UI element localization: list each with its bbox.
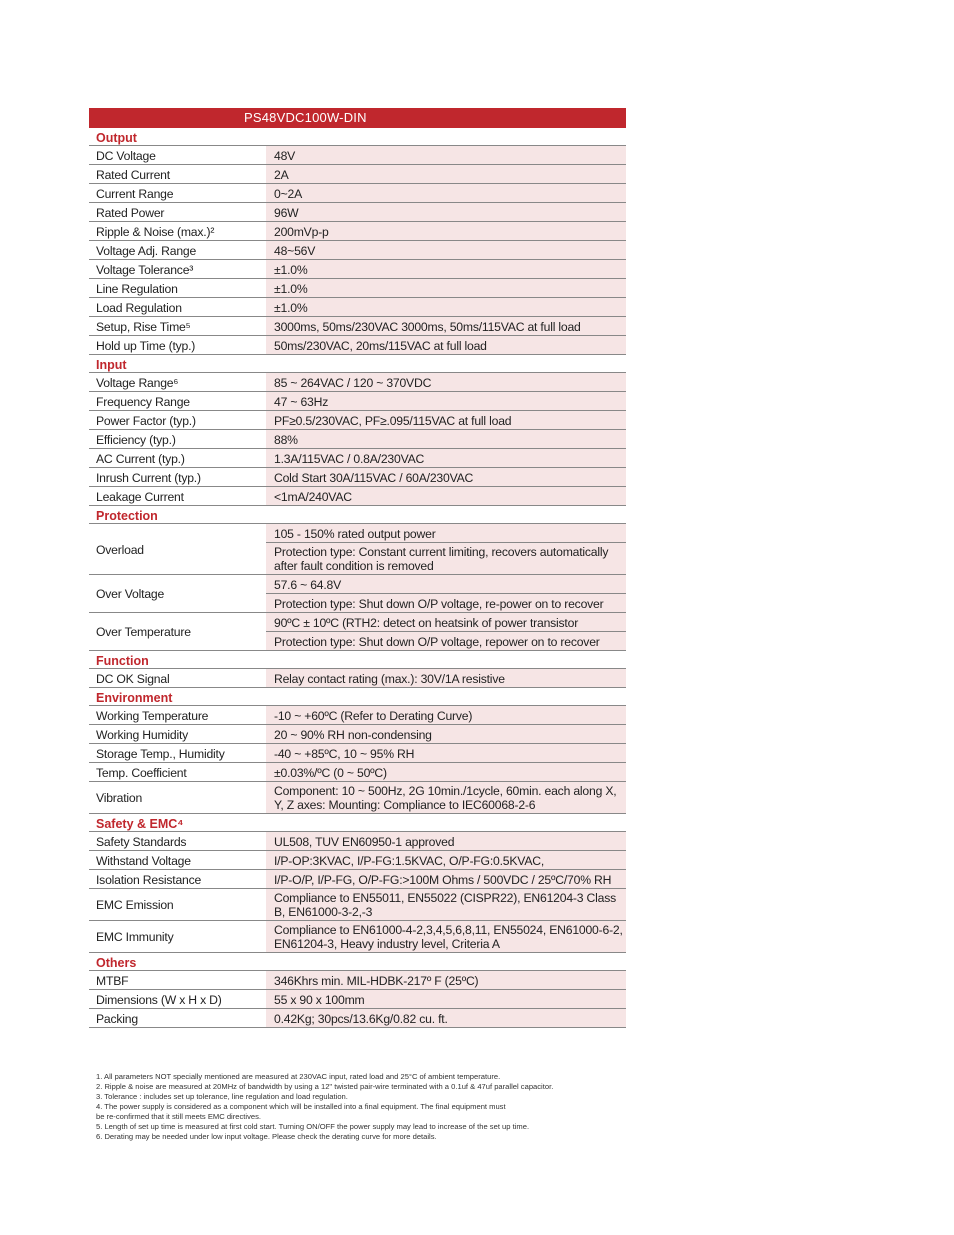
spec-label: Safety Standards xyxy=(89,832,266,851)
spec-row xyxy=(89,449,626,468)
spec-value: 346Khrs min. MIL-HDBK-217º F (25ºC) xyxy=(266,971,626,990)
spec-value: 3000ms, 50ms/230VAC 3000ms, 50ms/115VAC at full load xyxy=(266,317,626,336)
spec-value: 90ºC ± 10ºC (RTH2: detect on heatsink of power transistor xyxy=(266,613,626,632)
spec-value: 57.6 ~ 64.8V xyxy=(266,575,626,594)
spec-value: Protection type: Shut down O/P voltage, repower on to recover xyxy=(266,632,626,651)
spec-label: Setup, Rise Time⁵ xyxy=(89,317,266,336)
spec-value: Cold Start 30A/115VAC / 60A/230VAC xyxy=(266,468,626,487)
spec-row xyxy=(89,487,626,506)
spec-value: I/P-O/P, I/P-FG, O/P-FG:>100M Ohms / 500VDC / 25ºC/70% RH xyxy=(266,870,626,889)
spec-label: Current Range xyxy=(89,184,266,203)
spec-row xyxy=(89,613,626,632)
product-title: PS48VDC100W-DIN xyxy=(89,108,626,128)
spec-label: Load Regulation xyxy=(89,298,266,317)
spec-row xyxy=(89,392,626,411)
spec-table xyxy=(89,373,626,506)
spec-label: Power Factor (typ.) xyxy=(89,411,266,430)
spec-sheet xyxy=(89,108,626,1028)
spec-row xyxy=(89,921,626,953)
spec-row xyxy=(89,373,626,392)
spec-table xyxy=(89,669,626,688)
spec-row xyxy=(89,279,626,298)
spec-row xyxy=(89,222,626,241)
spec-value: 105 - 150% rated output power xyxy=(266,524,626,543)
spec-value: 0.42Kg; 30pcs/13.6Kg/0.82 cu. ft. xyxy=(266,1009,626,1028)
spec-value: 20 ~ 90% RH non-condensing xyxy=(266,725,626,744)
spec-row xyxy=(89,430,626,449)
spec-value: -10 ~ +60ºC (Refer to Derating Curve) xyxy=(266,706,626,725)
spec-value: 0~2A xyxy=(266,184,626,203)
section-heading: Others xyxy=(89,953,626,971)
spec-label: Voltage Tolerance³ xyxy=(89,260,266,279)
spec-value: Relay contact rating (max.): 30V/1A resistive xyxy=(266,669,626,688)
spec-row xyxy=(89,669,626,688)
spec-row xyxy=(89,725,626,744)
section-heading: Input xyxy=(89,355,626,373)
spec-label: Working Temperature xyxy=(89,706,266,725)
footnote-line: 3. Tolerance : includes set up tolerance, line regulation and load regulation. xyxy=(96,1092,348,1101)
spec-label: Inrush Current (typ.) xyxy=(89,468,266,487)
spec-sections xyxy=(89,128,626,1028)
spec-label: Dimensions (W x H x D) xyxy=(89,990,266,1009)
spec-row xyxy=(89,889,626,921)
spec-label: Line Regulation xyxy=(89,279,266,298)
spec-label: AC Current (typ.) xyxy=(89,449,266,468)
spec-row xyxy=(89,706,626,725)
spec-value: -40 ~ +85ºC, 10 ~ 95% RH xyxy=(266,744,626,763)
spec-value: Protection type: Shut down O/P voltage, re-power on to recover xyxy=(266,594,626,613)
spec-row xyxy=(89,336,626,355)
section-heading: Output xyxy=(89,128,626,146)
spec-label: Working Humidity xyxy=(89,725,266,744)
spec-label: Rated Current xyxy=(89,165,266,184)
spec-row xyxy=(89,184,626,203)
spec-value: 88% xyxy=(266,430,626,449)
spec-label: Storage Temp., Humidity xyxy=(89,744,266,763)
spec-value: 200mVp-p xyxy=(266,222,626,241)
spec-value: <1mA/240VAC xyxy=(266,487,626,506)
spec-label: Vibration xyxy=(89,782,266,814)
spec-table xyxy=(89,971,626,1028)
spec-row xyxy=(89,146,626,165)
spec-table xyxy=(89,832,626,953)
spec-label: Voltage Adj. Range xyxy=(89,241,266,260)
spec-value: Protection type: Constant current limiting, recovers automatically after fault condition is removed xyxy=(266,543,626,575)
spec-label: Packing xyxy=(89,1009,266,1028)
spec-label: Efficiency (typ.) xyxy=(89,430,266,449)
spec-row xyxy=(89,782,626,814)
spec-label: Overload xyxy=(89,524,266,575)
footnote-line: 4. The power supply is considered as a component which will be installed into a final equipment. The final equipment must xyxy=(96,1102,506,1111)
spec-label: EMC Emission xyxy=(89,889,266,921)
spec-value: 48V xyxy=(266,146,626,165)
spec-value: ±1.0% xyxy=(266,260,626,279)
spec-row xyxy=(89,468,626,487)
spec-row xyxy=(89,990,626,1009)
spec-value: 96W xyxy=(266,203,626,222)
spec-row xyxy=(89,317,626,336)
spec-label: Over Temperature xyxy=(89,613,266,651)
spec-value: Compliance to EN61000-4-2,3,4,5,6,8,11, EN55024, EN61000-6-2, EN61204-3, Heavy industry level, Criteria A xyxy=(266,921,626,953)
spec-label: Leakage Current xyxy=(89,487,266,506)
spec-value: 47 ~ 63Hz xyxy=(266,392,626,411)
spec-value: I/P-OP:3KVAC, I/P-FG:1.5KVAC, O/P-FG:0.5KVAC, xyxy=(266,851,626,870)
footnote-line: 6. Derating may be needed under low input voltage. Please check the derating curve for more details. xyxy=(96,1132,437,1141)
spec-value: 48~56V xyxy=(266,241,626,260)
spec-value: UL508, TUV EN60950-1 approved xyxy=(266,832,626,851)
spec-label: Frequency Range xyxy=(89,392,266,411)
footnote-line: 1. All parameters NOT specially mentioned are measured at 230VAC input, rated load and 25°C of ambient temperature. xyxy=(96,1072,501,1081)
footnote-line: 5. Length of set up time is measured at first cold start. Turning ON/OFF the power supply may lead to increase of the set up time. xyxy=(96,1122,530,1131)
spec-label: Isolation Resistance xyxy=(89,870,266,889)
spec-value: 50ms/230VAC, 20ms/115VAC at full load xyxy=(266,336,626,355)
spec-row xyxy=(89,165,626,184)
spec-value: 1.3A/115VAC / 0.8A/230VAC xyxy=(266,449,626,468)
section-heading: Function xyxy=(89,651,626,669)
spec-table xyxy=(89,524,626,651)
spec-value: 55 x 90 x 100mm xyxy=(266,990,626,1009)
spec-row xyxy=(89,203,626,222)
footnotes xyxy=(96,1072,636,1142)
section-heading: Safety & EMC⁴ xyxy=(89,814,626,832)
spec-label: Hold up Time (typ.) xyxy=(89,336,266,355)
footnote-line: be re-confirmed that it still meets EMC directives. xyxy=(96,1112,262,1121)
spec-label: Withstand Voltage xyxy=(89,851,266,870)
spec-value: Compliance to EN55011, EN55022 (CISPR22), EN61204-3 Class B, EN61000-3-2,-3 xyxy=(266,889,626,921)
spec-row xyxy=(89,241,626,260)
spec-value: ±0.03%/ºC (0 ~ 50ºC) xyxy=(266,763,626,782)
spec-value: PF≥0.5/230VAC, PF≥.095/115VAC at full load xyxy=(266,411,626,430)
footnote-line: 2. Ripple & noise are measured at 20MHz of bandwidth by using a 12" twisted pair-wire terminated with a 0.1uf & 47uf parallel capacitor. xyxy=(96,1082,554,1091)
spec-label: Temp. Coefficient xyxy=(89,763,266,782)
spec-label: EMC Immunity xyxy=(89,921,266,953)
spec-row xyxy=(89,832,626,851)
spec-row xyxy=(89,870,626,889)
spec-row xyxy=(89,763,626,782)
spec-row xyxy=(89,575,626,594)
spec-value: Component: 10 ~ 500Hz, 2G 10min./1cycle, 60min. each along X, Y, Z axes: Mounting: Compliance to IEC60068-2-6 xyxy=(266,782,626,814)
spec-label: Over Voltage xyxy=(89,575,266,613)
spec-row xyxy=(89,1009,626,1028)
spec-value: ±1.0% xyxy=(266,279,626,298)
spec-row xyxy=(89,524,626,543)
spec-label: Ripple & Noise (max.)² xyxy=(89,222,266,241)
spec-row xyxy=(89,298,626,317)
spec-label: DC Voltage xyxy=(89,146,266,165)
section-heading: Environment xyxy=(89,688,626,706)
spec-label: DC OK Signal xyxy=(89,669,266,688)
spec-value: 85 ~ 264VAC / 120 ~ 370VDC xyxy=(266,373,626,392)
spec-row xyxy=(89,744,626,763)
spec-row xyxy=(89,411,626,430)
spec-row xyxy=(89,851,626,870)
spec-label: Rated Power xyxy=(89,203,266,222)
spec-row xyxy=(89,971,626,990)
spec-value: 2A xyxy=(266,165,626,184)
spec-label: Voltage Range⁶ xyxy=(89,373,266,392)
spec-table xyxy=(89,146,626,355)
spec-label: MTBF xyxy=(89,971,266,990)
spec-value: ±1.0% xyxy=(266,298,626,317)
section-heading: Protection xyxy=(89,506,626,524)
spec-row xyxy=(89,260,626,279)
spec-table xyxy=(89,706,626,814)
